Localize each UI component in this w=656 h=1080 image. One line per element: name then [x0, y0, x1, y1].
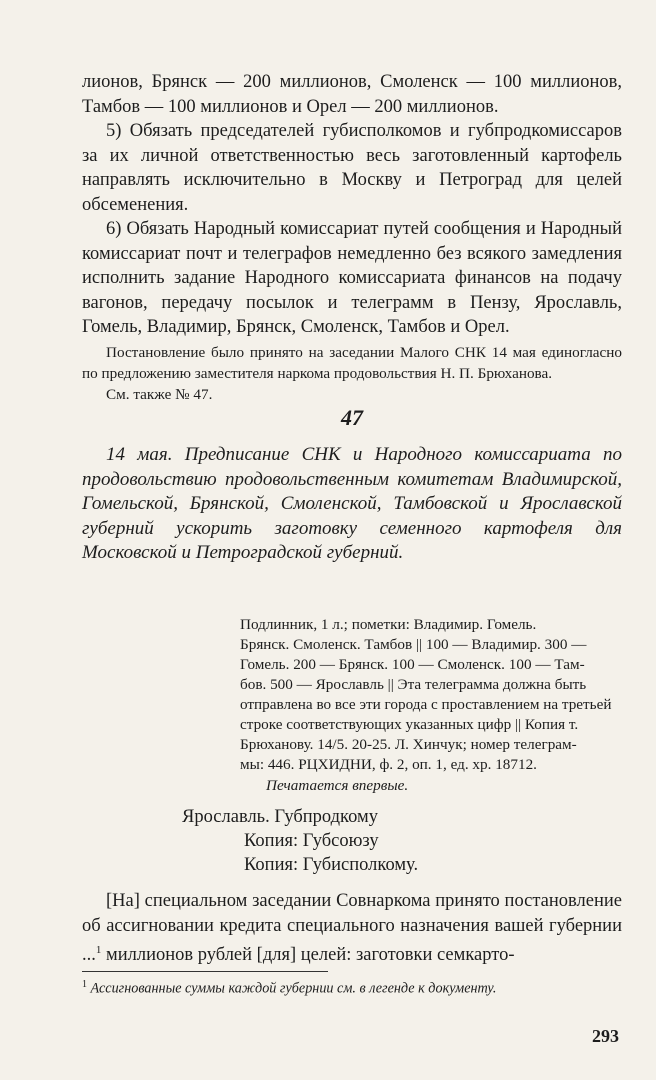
- footnote-rule: [82, 971, 328, 972]
- address-line-2: Копия: Губсоюзу: [244, 831, 379, 851]
- address-line-1: Ярославль. Губпродкому: [182, 807, 378, 827]
- source-line: бов. 500 — Ярославль || Эта телеграмма должна быть: [240, 676, 587, 693]
- source-description: [240, 615, 622, 775]
- footnote-text: Ассигнованные суммы каждой губернии см. в легенде к документу.: [90, 980, 497, 997]
- telegram-text: [82, 889, 622, 968]
- source-line: Подлинник, 1 л.; пометки: Владимир. Гомель.: [240, 616, 537, 633]
- telegram-text-b: миллионов рублей [для] целей: заготовки семкарто-: [101, 945, 515, 966]
- page-number: 293: [592, 1026, 619, 1046]
- adoption-note: Постановление было принято на заседании Малого СНК 14 мая единогласно по предложению заместителя наркома продовольствия Н. П. Брюханова.: [82, 344, 622, 382]
- footnote-reference: 1: [95, 944, 102, 956]
- see-also-note: См. также № 47.: [106, 386, 213, 403]
- paragraph-item-5: 5) Обязать председателей губисполкомов и губпродкомиссаров за их личной ответственностью весь заготовленный картофель направлять исключительно в Москву и Петроград для целей обсеменения.: [82, 121, 622, 215]
- paragraph-continuation: лионов, Брянск — 200 миллионов, Смоленск — 100 миллионов, Тамбов — 100 миллионов и Орел — 200 миллионов.: [82, 72, 622, 117]
- source-line: отправлена во все эти города с проставлением на третьей: [240, 696, 612, 713]
- source-line: Брянск. Смоленск. Тамбов || 100 — Владимир. 300 —: [240, 636, 587, 653]
- source-line: мы: 446. РЦХИДНИ, ф. 2, оп. 1, ед. хр. 18712.: [240, 756, 537, 773]
- document-number: 47: [341, 405, 363, 430]
- source-line: строке соответствующих указанных цифр || Копия т.: [240, 716, 579, 733]
- footnote-mark: 1: [82, 979, 87, 990]
- telegram-text-a: [На] специальном заседании Совнаркома принято постановление об ассигновании кредита специального назначения вашей губернии ...: [82, 891, 622, 966]
- paragraph-item-6: 6) Обязать Народный комиссариат путей сообщения и Народный комиссариат почт и телеграфов немедленно без всякого замедления исполнить задание Народного комиссариата финансов на подачу вагонов, передачу посылок и телеграмм в Пензу, Ярославль, Гомель, Владимир, Брянск, Смоленск, Тамбов и Орел.: [82, 219, 622, 337]
- source-line: Брюханову. 14/5. 20-25. Л. Хинчук; номер телеграм-: [240, 736, 577, 753]
- printed-first-note: Печатается впервые.: [266, 777, 409, 794]
- source-line: Гомель. 200 — Брянск. 100 — Смоленск. 100 — Там-: [240, 656, 585, 673]
- address-line-3: Копия: Губисполкому.: [244, 855, 419, 875]
- footnote: [82, 975, 622, 999]
- document-heading: 14 мая. Предписание СНК и Народного комиссариата по продовольствию продовольственным комитетам Владимирской, Гомельской, Брянской, Смоленской, Тамбовской и Ярославской губерний ускорить заготовку семенного картофеля для Московской и Петроградской губерний.: [82, 444, 622, 563]
